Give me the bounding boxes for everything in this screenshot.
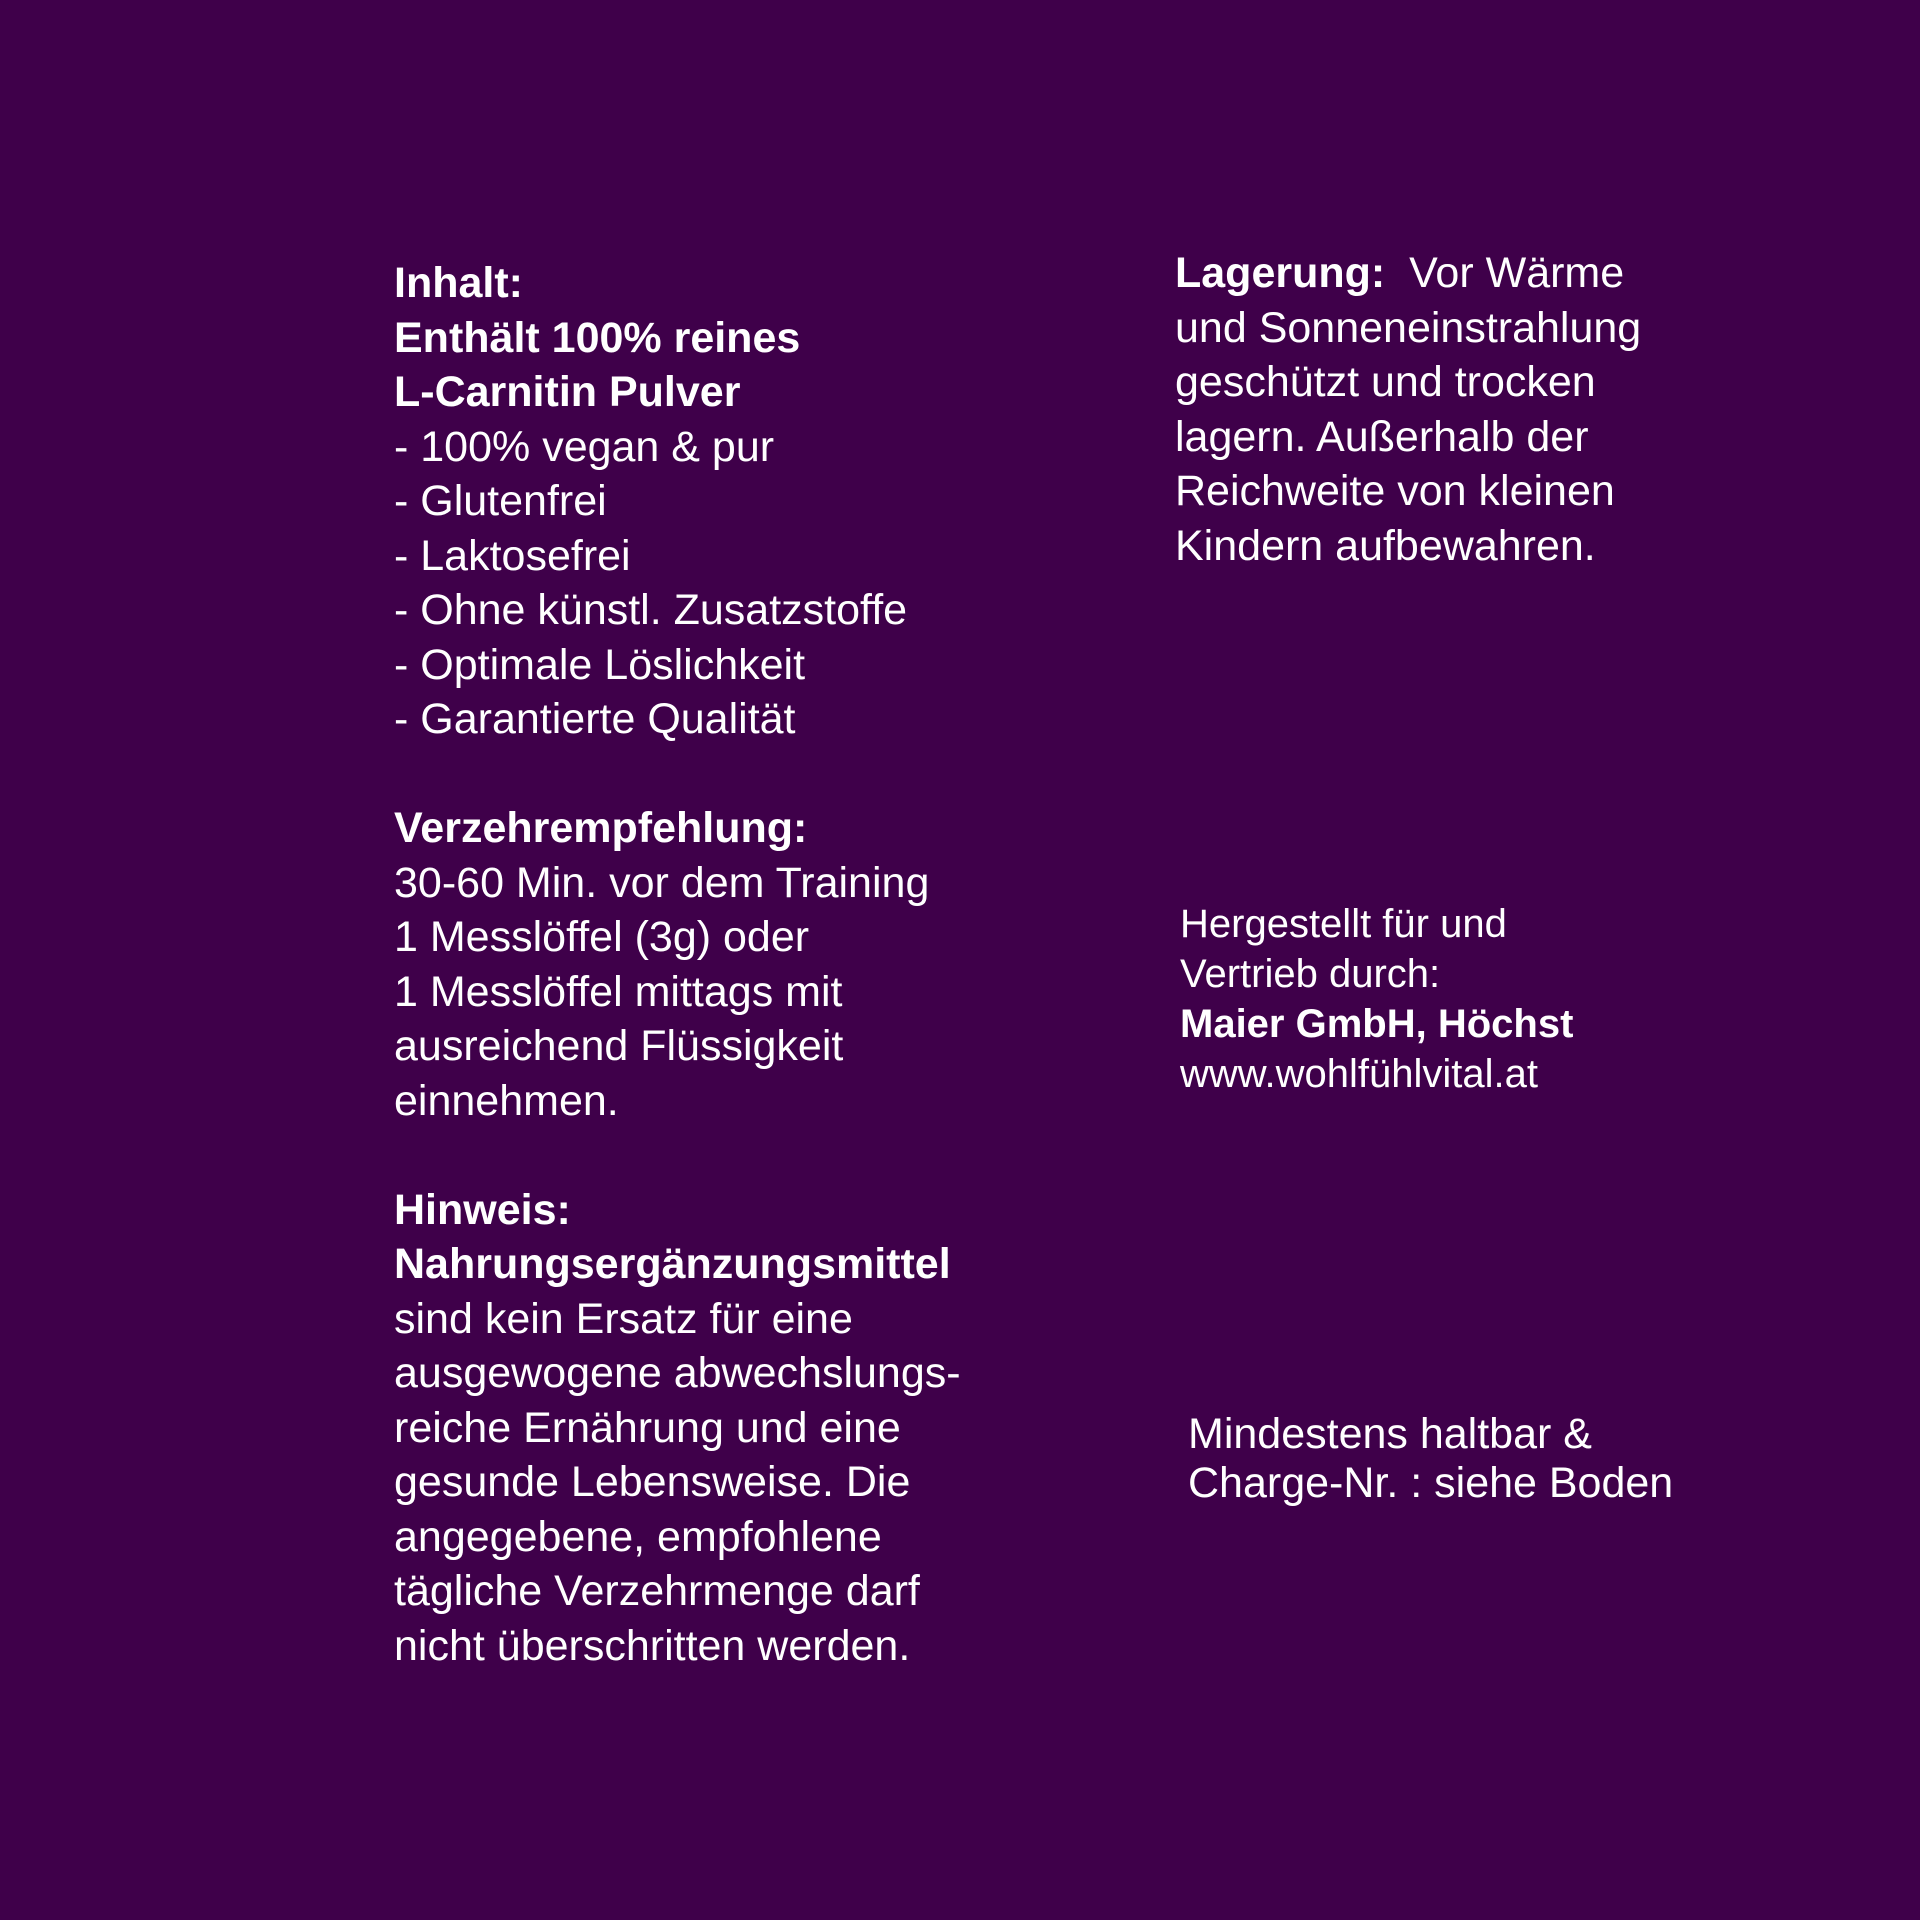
notice-section [394, 1183, 961, 1674]
expiry-section [1188, 1410, 1673, 1508]
expiry-line: Mindestens haltbar & [1188, 1410, 1592, 1458]
manufacturer-website: www.wohlfühlvital.at [1180, 1052, 1538, 1096]
contents-section [394, 256, 961, 747]
notice-line: gesunde Lebensweise. Die [394, 1458, 911, 1506]
contents-item: - Optimale Löslichkeit [394, 640, 806, 689]
contents-item: - Glutenfrei [394, 477, 607, 525]
dosage-line: 30-60 Min. vor dem Training [394, 858, 930, 907]
expiry-line: Charge-Nr. : siehe Boden [1188, 1459, 1674, 1507]
contents-item: - Laktosefrei [394, 531, 631, 580]
contents-heading: Inhalt: [394, 259, 523, 307]
storage-line: Reichweite von kleinen [1175, 467, 1615, 515]
storage-first-line-text: Vor Wärme [1409, 249, 1625, 297]
storage-heading: Lagerung: [1175, 249, 1386, 297]
storage-first-line [1175, 246, 1641, 301]
manufacturer-section [1180, 899, 1573, 1099]
contents-bold-line: L-Carnitin Pulver [394, 368, 741, 416]
dosage-line: 1 Messlöffel (3g) oder [394, 913, 810, 961]
storage-section [1175, 246, 1641, 573]
storage-line: und Sonneneinstrahlung [1175, 303, 1642, 352]
notice-line: ausgewogene abwechslungs- [394, 1349, 961, 1397]
storage-line: lagern. Außerhalb der [1175, 412, 1589, 461]
notice-line: sind kein Ersatz für eine [394, 1294, 853, 1343]
notice-line: reiche Ernährung und eine [394, 1403, 901, 1452]
manufacturer-line: Vertrieb durch: [1180, 952, 1441, 996]
contents-item: - 100% vegan & pur [394, 422, 775, 471]
contents-bold-line: Enthält 100% reines [394, 313, 801, 362]
storage-line: Kindern aufbewahren. [1175, 521, 1596, 570]
dosage-line: ausreichend Flüssigkeit [394, 1022, 844, 1070]
manufacturer-company: Maier GmbH, Höchst [1180, 1002, 1574, 1046]
dosage-line: 1 Messlöffel mittags mit [394, 967, 843, 1016]
contents-item: - Garantierte Qualität [394, 695, 796, 743]
dosage-section [394, 801, 961, 1128]
notice-line: nicht überschritten werden. [394, 1621, 911, 1670]
dosage-heading: Verzehrempfehlung: [394, 804, 808, 852]
section-spacer [394, 747, 961, 802]
notice-line: angegebene, empfohlene [394, 1512, 882, 1561]
manufacturer-line: Hergestellt für und [1180, 902, 1507, 946]
section-spacer [394, 1128, 961, 1183]
storage-line: geschützt und trocken [1175, 358, 1596, 406]
dosage-line: einnehmen. [394, 1076, 619, 1125]
notice-bold-line: Nahrungsergänzungsmittel [394, 1240, 951, 1288]
left-column [394, 256, 961, 1673]
contents-item: - Ohne künstl. Zusatzstoffe [394, 586, 908, 634]
notice-heading: Hinweis: [394, 1185, 571, 1234]
notice-line: tägliche Verzehrmenge darf [394, 1567, 920, 1615]
